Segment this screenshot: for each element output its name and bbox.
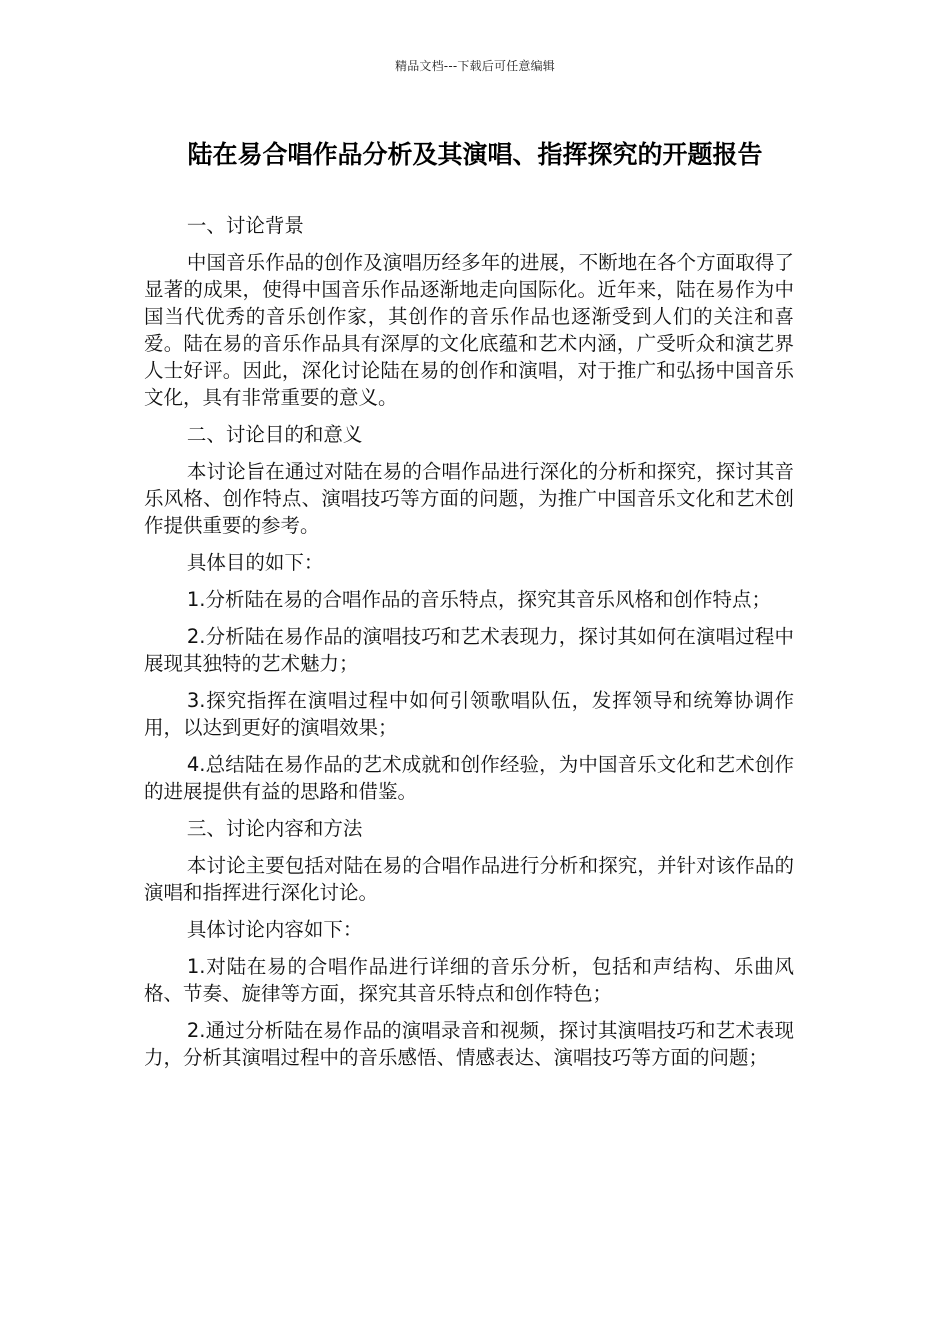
list-item-content-1: 1.对陆在易的合唱作品进行详细的音乐分析，包括和声结构、乐曲风格、节奏、旋律等方面，探究其音乐特点和创作特色； — [144, 955, 794, 1005]
paragraph-goals-intro: 具体目的如下： — [186, 551, 324, 574]
list-item-goal-1: 1.分析陆在易的合唱作品的音乐特点，探究其音乐风格和创作特点； — [186, 588, 771, 611]
paragraph-background: 中国音乐作品的创作及演唱历经多年的进展，不断地在各个方面取得了显著的成果，使得中国音乐作品逐渐地走向国际化。近年来，陆在易作为中国当代优秀的音乐创作家，其创作的音乐作品也逐渐受到人们的关注和喜爱。陆在易的音乐作品具有深厚的文化底蕴和艺术内涵，广受听众和演艺界人士好评。因此，深化讨论陆在易的创作和演唱，对于推广和弘扬中国音乐文化，具有非常重要的意义。 — [144, 251, 794, 409]
paragraph-purpose: 本讨论旨在通过对陆在易的合唱作品进行深化的分析和探究，探讨其音乐风格、创作特点、演唱技巧等方面的问题，为推广中国音乐文化和艺术创作提供重要的参考。 — [144, 460, 794, 537]
paragraph-content: 本讨论主要包括对陆在易的合唱作品进行分析和探究，并针对该作品的演唱和指挥进行深化讨论。 — [144, 854, 794, 904]
document-title: 陆在易合唱作品分析及其演唱、指挥探究的开题报告 — [187, 140, 763, 169]
list-item-goal-3: 3.探究指挥在演唱过程中如何引领歌唱队伍，发挥领导和统筹协调作用，以达到更好的演唱效果； — [144, 689, 794, 739]
section-heading-content: 三、讨论内容和方法 — [186, 817, 363, 840]
header-note: 精品文档---下载后可任意编辑 — [395, 59, 555, 73]
list-item-goal-4: 4.总结陆在易作品的艺术成就和创作经验，为中国音乐文化和艺术创作的进展提供有益的思路和借鉴。 — [144, 753, 794, 803]
section-heading-purpose: 二、讨论目的和意义 — [186, 423, 363, 446]
section-heading-background: 一、讨论背景 — [186, 214, 304, 237]
list-item-goal-2: 2.分析陆在易作品的演唱技巧和艺术表现力，探讨其如何在演唱过程中展现其独特的艺术魅力； — [144, 625, 794, 675]
paragraph-content-intro: 具体讨论内容如下： — [186, 918, 363, 941]
list-item-content-2: 2.通过分析陆在易作品的演唱录音和视频，探讨其演唱技巧和艺术表现力，分析其演唱过程中的音乐感悟、情感表达、演唱技巧等方面的问题； — [144, 1019, 794, 1069]
document-body — [144, 212, 794, 1081]
